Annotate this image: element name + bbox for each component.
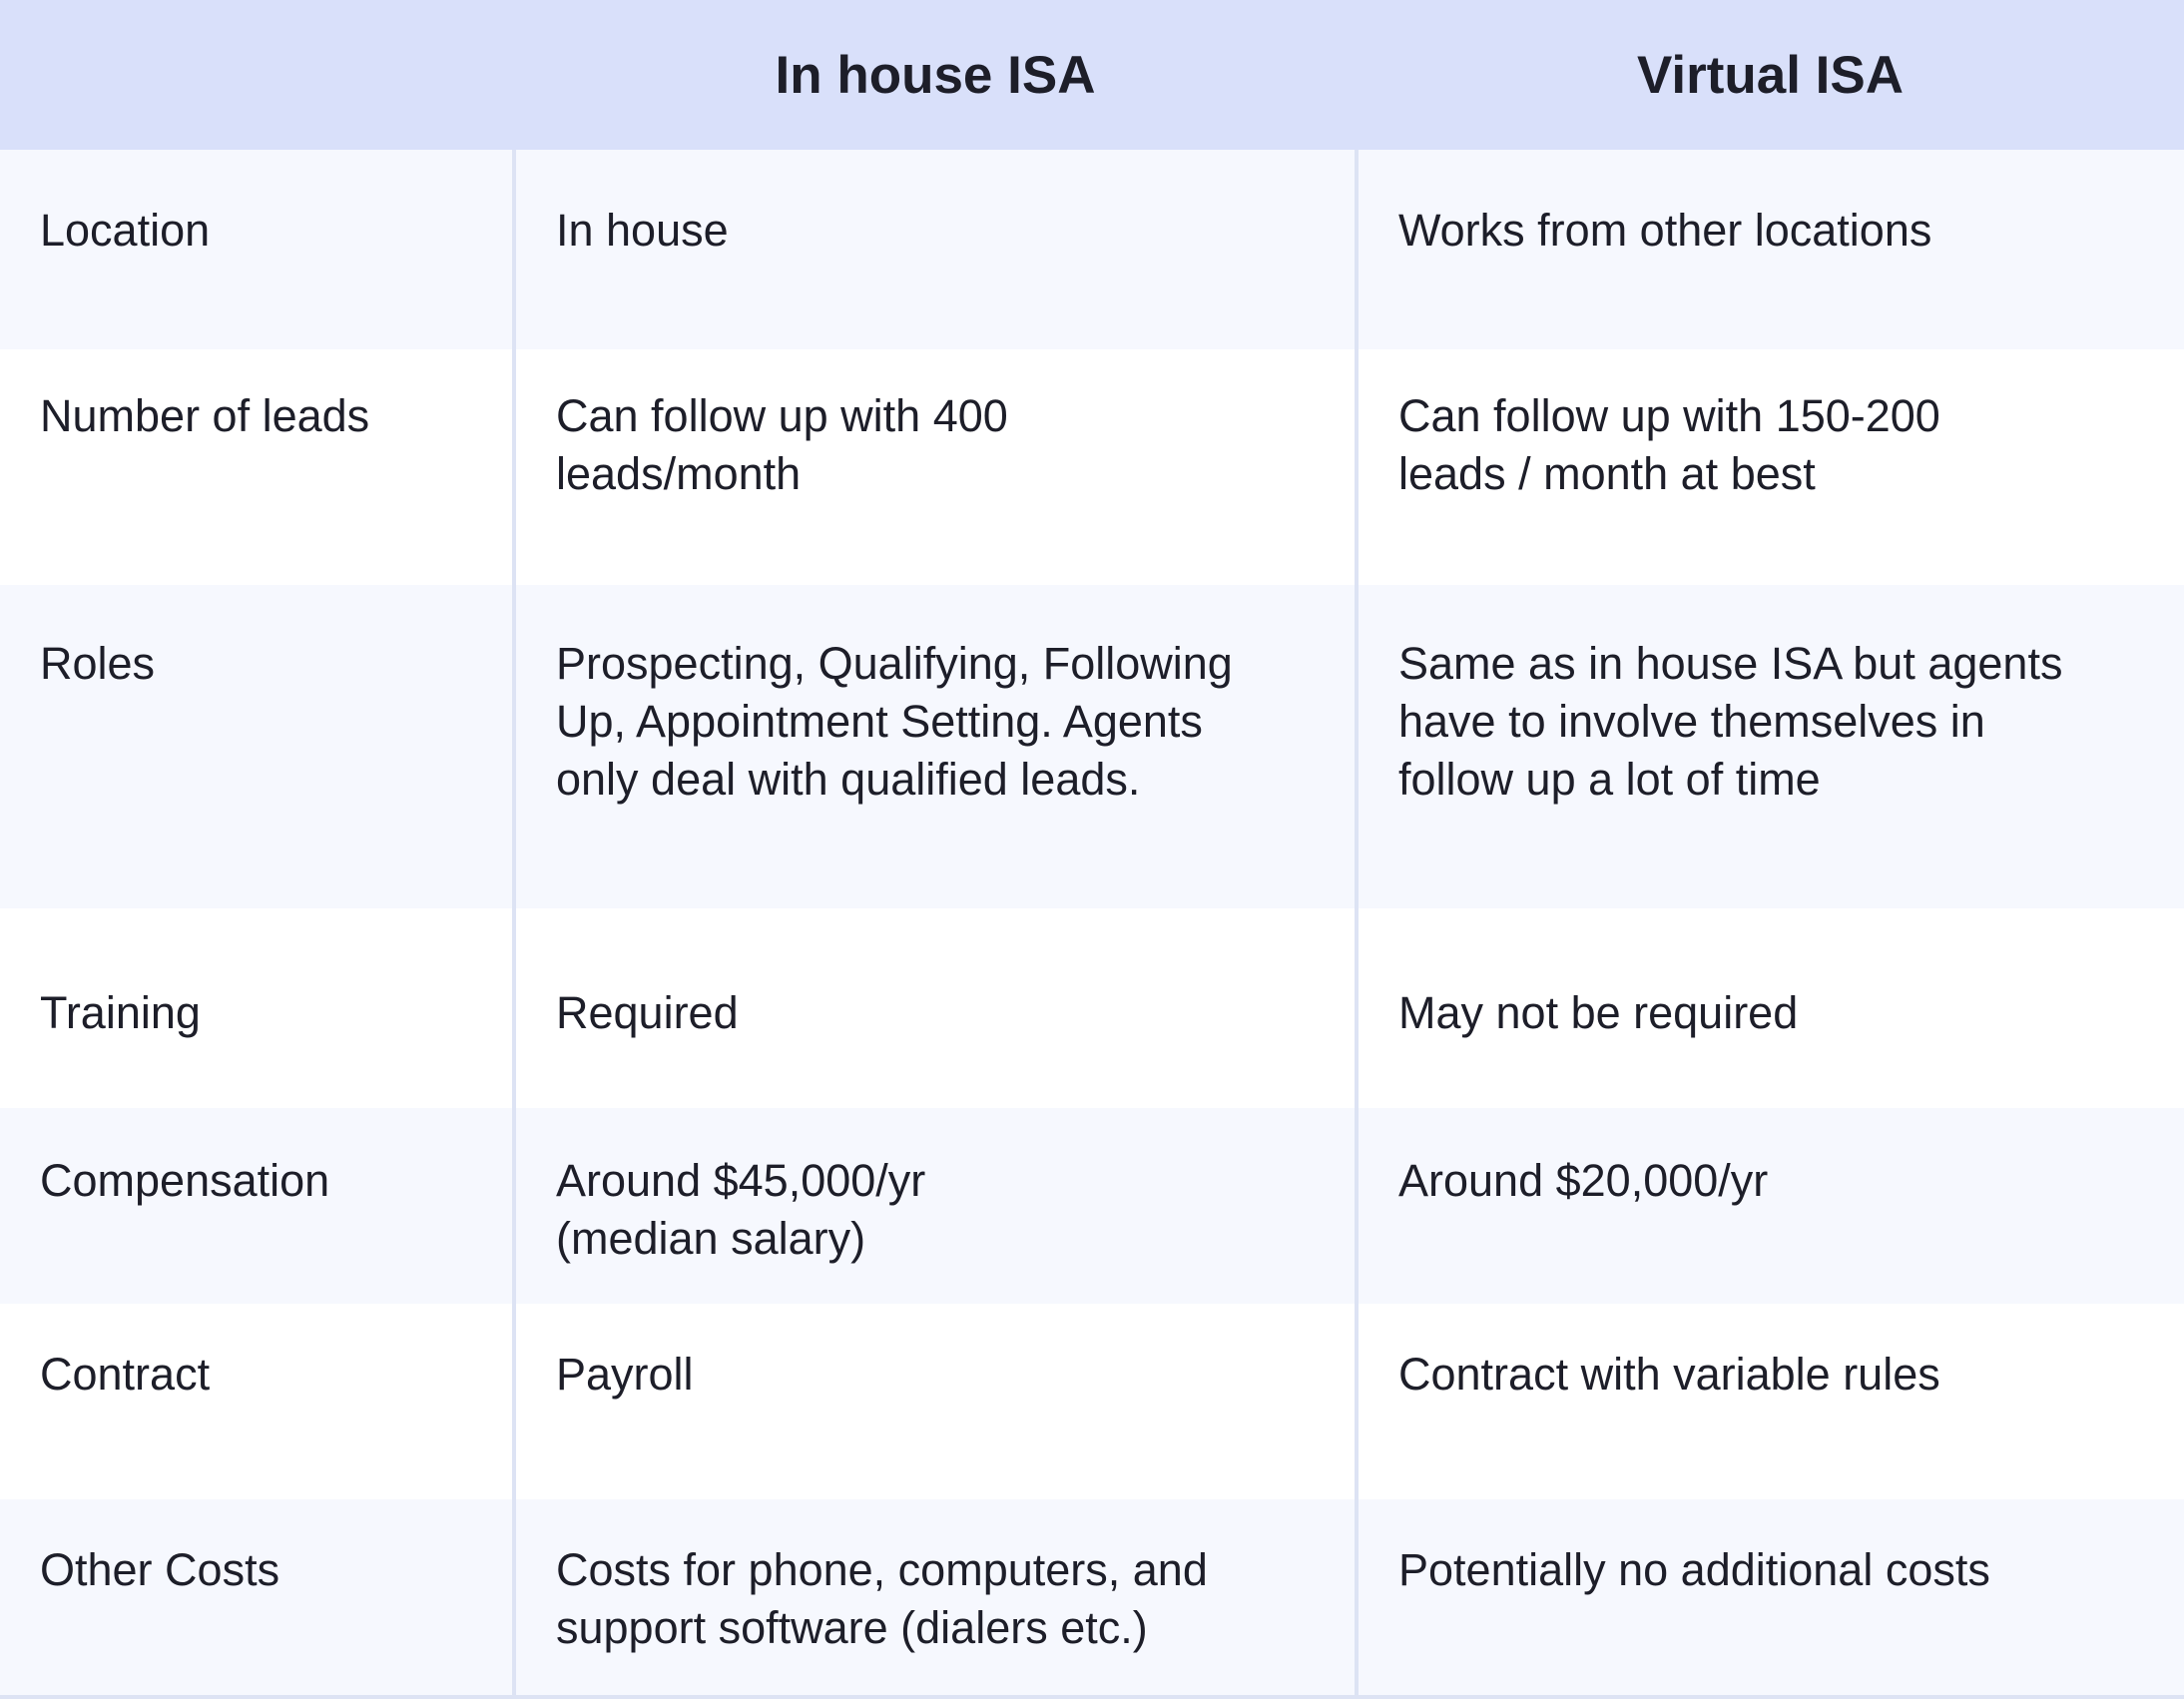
cell-line: Around $20,000/yr bbox=[1398, 1155, 1769, 1206]
header-label-column bbox=[0, 0, 514, 150]
virtual-cell bbox=[1357, 1108, 2184, 1304]
cell-line: leads/month bbox=[556, 448, 802, 499]
in-house-cell bbox=[514, 1304, 1357, 1499]
cell-line: Can follow up with 150-200 bbox=[1398, 390, 1940, 441]
header-virtual-isa: Virtual ISA bbox=[1636, 45, 1905, 105]
cell-line: Required bbox=[556, 987, 739, 1038]
header-row bbox=[0, 0, 2184, 150]
row-label: Compensation bbox=[40, 1155, 330, 1206]
virtual-cell bbox=[1357, 150, 2184, 349]
cell-line: Potentially no additional costs bbox=[1398, 1544, 1990, 1595]
row-label: Number of leads bbox=[40, 390, 370, 441]
virtual-cell bbox=[1357, 349, 2184, 585]
in-house-cell bbox=[514, 150, 1357, 349]
in-house-cell bbox=[514, 585, 1357, 908]
cell-line: Contract with variable rules bbox=[1398, 1349, 1940, 1400]
cell-line: Payroll bbox=[556, 1349, 694, 1400]
row-label: Roles bbox=[40, 638, 156, 689]
row-label: Other Costs bbox=[40, 1544, 280, 1595]
cell-line: leads / month at best bbox=[1398, 448, 1816, 499]
cell-line: support software (dialers etc.) bbox=[556, 1602, 1148, 1653]
table-header bbox=[0, 0, 2184, 150]
cell-line: only deal with qualified leads. bbox=[556, 754, 1141, 805]
in-house-cell bbox=[514, 349, 1357, 585]
cell-line: Up, Appointment Setting. Agents bbox=[556, 696, 1203, 747]
cell-line: In house bbox=[556, 205, 729, 256]
cell-line: Works from other locations bbox=[1398, 205, 1932, 256]
table-row bbox=[0, 1499, 2184, 1695]
cell-line: follow up a lot of time bbox=[1398, 754, 1821, 805]
table-row bbox=[0, 150, 2184, 349]
row-label: Location bbox=[40, 205, 211, 256]
cell-line: have to involve themselves in bbox=[1398, 696, 1985, 747]
in-house-cell bbox=[514, 908, 1357, 1108]
table-row bbox=[0, 1304, 2184, 1499]
virtual-cell bbox=[1357, 908, 2184, 1108]
virtual-cell bbox=[1357, 585, 2184, 908]
table-row bbox=[0, 908, 2184, 1108]
cell-line: Costs for phone, computers, and bbox=[556, 1544, 1208, 1595]
cell-line: Around $45,000/yr bbox=[556, 1155, 926, 1206]
row-label: Contract bbox=[40, 1349, 211, 1400]
header-in-house-isa: In house ISA bbox=[775, 45, 1096, 105]
in-house-cell bbox=[514, 1499, 1357, 1695]
in-house-cell bbox=[514, 1108, 1357, 1304]
table-row bbox=[0, 349, 2184, 585]
virtual-cell bbox=[1357, 1304, 2184, 1499]
table-body bbox=[0, 150, 2184, 1695]
table-row bbox=[0, 1108, 2184, 1304]
cell-line: Can follow up with 400 bbox=[556, 390, 1008, 441]
table-row bbox=[0, 585, 2184, 908]
cell-line: (median salary) bbox=[556, 1213, 866, 1264]
row-label: Training bbox=[40, 987, 201, 1038]
cell-line: Same as in house ISA but agents bbox=[1398, 638, 2063, 689]
virtual-cell bbox=[1357, 1499, 2184, 1695]
cell-line: May not be required bbox=[1398, 987, 1799, 1038]
cell-line: Prospecting, Qualifying, Following bbox=[556, 638, 1233, 689]
